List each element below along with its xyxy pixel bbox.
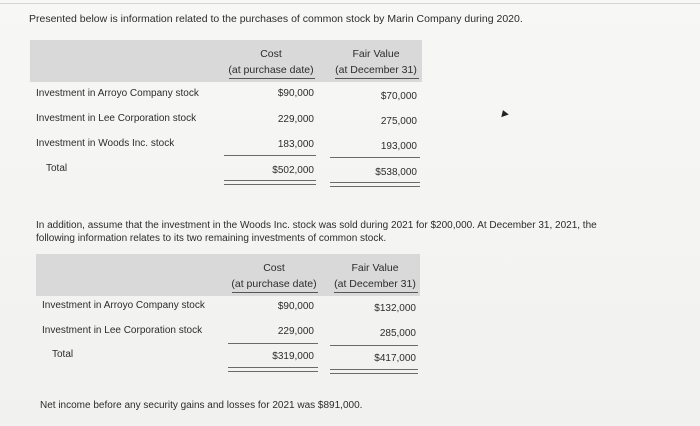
table1-row-fv: $70,000 (380, 91, 417, 102)
table2-total-fv: $417,000 (374, 353, 416, 364)
table1-row-label: Investment in Woods Inc. stock (36, 138, 175, 149)
table2-row-cost: $90,000 (277, 301, 314, 312)
table1-cost-total-double-rule (224, 180, 316, 185)
table2-fv-header-line1: Fair Value (351, 262, 399, 274)
table1-row-cost: 183,000 (277, 139, 314, 150)
table1-cost-header (224, 46, 318, 78)
table2-total-cost: $319,000 (272, 351, 314, 362)
transition-paragraph: In addition, assume that the investment in the Woods Inc. stock was sold during 2021 for $200,000. At December 31, 2021, the following information relates to its two remaining investments of common stock. (36, 220, 597, 244)
table1-fv-subtotal-rule (330, 157, 420, 158)
table2-cost-header-line1: Cost (263, 262, 285, 274)
table2-cost-total-double-rule (228, 367, 318, 372)
table1-total-fv: $538,000 (375, 167, 417, 178)
table2-fv-header-line2: (at December 31) (334, 278, 416, 290)
table2-fv-header (330, 260, 420, 292)
table2-row-label: Investment in Lee Corporation stock (42, 325, 203, 336)
top-divider (0, 3, 700, 4)
table2-cost-header-underline (232, 292, 318, 293)
table1-fv-total-double-rule (330, 182, 420, 187)
table2-fv-total-double-rule (330, 369, 418, 374)
table2-row-fv: $132,000 (374, 303, 416, 314)
table1-total-label: Total (46, 163, 68, 174)
table1-fv-header-line1: Fair Value (352, 48, 400, 60)
intro-text: Presented below is information related to the purchases of common stock by Marin Company during 2020. (29, 13, 523, 25)
table1-cost-header-underline (229, 78, 315, 79)
table2-fv-header-underline (334, 292, 418, 293)
table1-row-fv: 275,000 (380, 116, 417, 127)
table1-row-fv: 193,000 (380, 141, 417, 152)
footer-note: Net income before any security gains and losses for 2021 was $891,000. (40, 400, 363, 411)
table1-fv-header (330, 46, 422, 78)
table2-cost-header-line2: (at purchase date) (231, 278, 317, 290)
table1-row-cost: 229,000 (277, 114, 314, 125)
table1-fv-header-line2: (at December 31) (335, 64, 417, 76)
table1-total-cost: $502,000 (272, 165, 314, 176)
table1-fv-header-underline (335, 78, 419, 79)
table2-cost-subtotal-rule (228, 343, 318, 344)
table1-cost-header-line2: (at purchase date) (228, 64, 314, 76)
table1-row-cost: $90,000 (277, 88, 314, 99)
table1-cost-subtotal-rule (224, 155, 316, 156)
table2-cost-header (228, 260, 320, 292)
table1-cost-header-line1: Cost (260, 48, 282, 60)
table1-row-label: Investment in Arroyo Company stock (36, 88, 199, 99)
table1-row-label: Investment in Lee Corporation stock (36, 113, 197, 124)
table2-row-label: Investment in Arroyo Company stock (42, 300, 205, 311)
mouse-cursor-icon (499, 109, 509, 117)
table2-row-cost: 229,000 (277, 326, 314, 337)
table2-fv-subtotal-rule (330, 345, 418, 346)
table2-row-fv: 285,000 (379, 328, 416, 339)
table2-total-label: Total (52, 349, 74, 360)
